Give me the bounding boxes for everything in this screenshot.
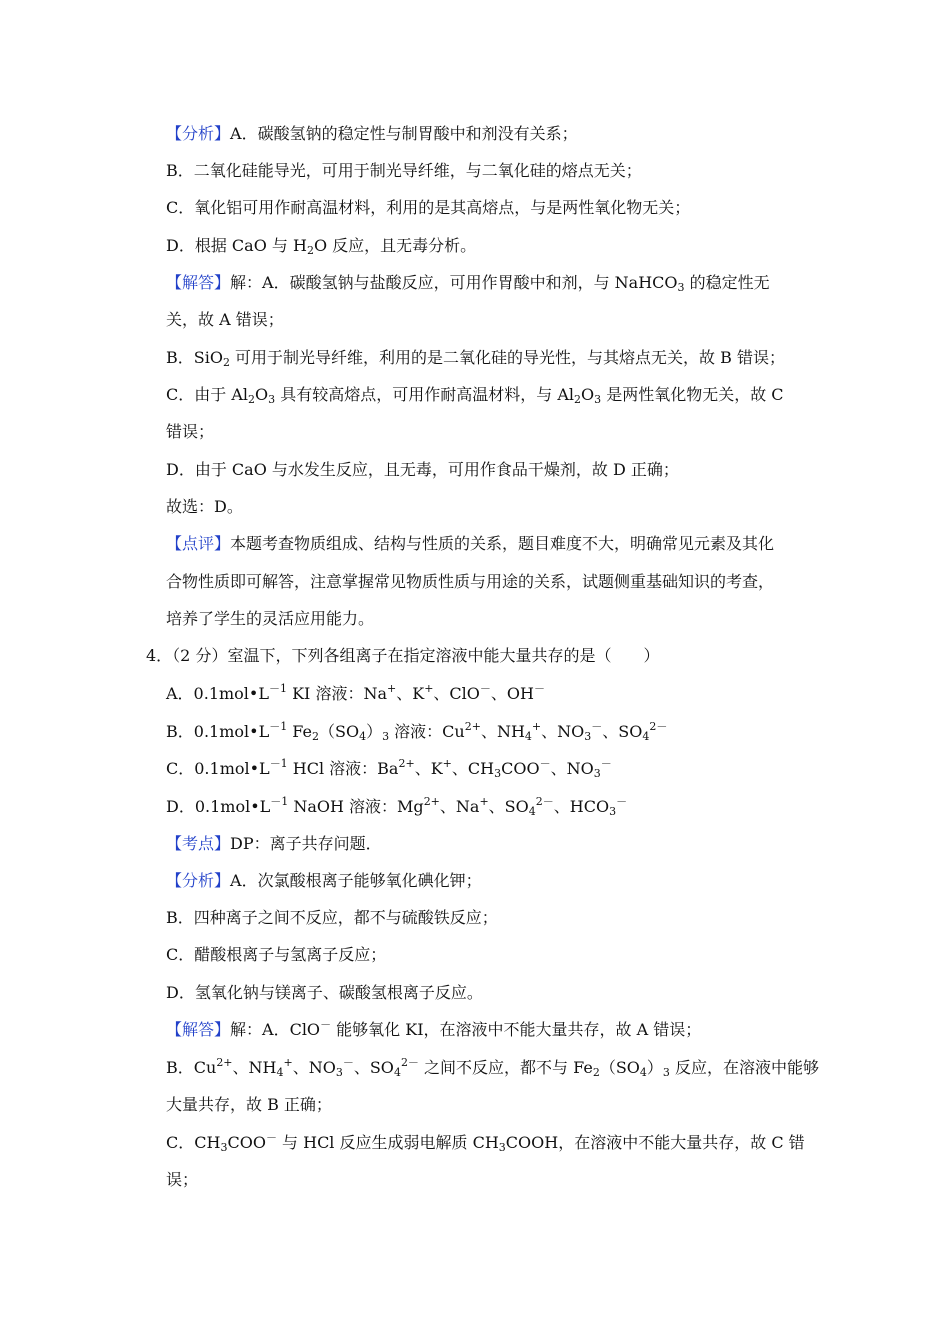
q4-answer-line-5: 误； <box>166 1170 199 1189</box>
analysis-line-3: C．氧化铝可用作耐高温材料，利用的是其高熔点，与是两性氧化物无关； <box>166 198 691 217</box>
tag-answer-2: 【解答】 <box>166 1020 231 1039</box>
analysis-line-1: 【分析】A．碳酸氢钠的稳定性与制胃酸中和剂没有关系； <box>166 124 578 143</box>
answer-line-2: 关，故 A 错误； <box>166 310 284 329</box>
question-4-option-d: D．$0.1mol•L^{-1}$ NaOH 溶液：$Mg^{2+}$、Na+、$SO_4^{2-}$、$HCO_3^-$ <box>166 795 628 818</box>
answer-line-4: C．由于 $Al_2O_3$ 具有较高熔点，可用作耐高温材料，与 $Al_2O_3$ 是两性氧化物无关，故 C <box>166 385 784 406</box>
q4-answer-line-2: B．$Cu^{2+}$、$NH_4^+$、$NO_3^-$、$SO_4^{2-}$ 之间不反应，都不与 $Fe_2(SO_4)_3$ 反应，在溶液中能够 <box>166 1056 820 1079</box>
tag-analysis-2: 【分析】 <box>166 871 231 890</box>
q4-analysis-line-2: B．四种离子之间不反应，都不与硫酸铁反应； <box>166 908 498 927</box>
comment-line-3: 培养了学生的灵活应用能力。 <box>166 609 375 628</box>
analysis-line-2: B．二氧化硅能导光，可用于制光导纤维，与二氧化硅的熔点无关； <box>166 161 642 180</box>
q4-analysis-line-4: D．氢氧化钠与镁离子、碳酸氢根离子反应。 <box>166 983 483 1002</box>
tag-analysis: 【分析】 <box>166 124 231 143</box>
tag-kaodian: 【考点】 <box>166 834 231 853</box>
q4-analysis-line-3: C．醋酸根离子与氢离子反应； <box>166 945 387 964</box>
comment-line-1: 【点评】本题考查物质组成、结构与性质的关系，题目难度不大，明确常见元素及其化 <box>166 534 775 553</box>
q4-answer-line-3: 大量共存，故 B 正确； <box>166 1095 332 1114</box>
question-4-stem: 4．（2 分）室温下，下列各组离子在指定溶液中能大量共存的是（ ） <box>146 646 660 665</box>
comment-line-2: 合物性质即可解答，注意掌握常见物质性质与用途的关系，试题侧重基础知识的考查， <box>166 572 775 591</box>
q4-answer-line-4: C．$CH_3COO^-$ 与 HCl 反应生成弱电解质 $CH_3COOH$，在溶液中不能大量共存，故 C 错 <box>166 1131 805 1154</box>
q4-answer-line-1: 【解答】解：A．ClO－ 能够氧化 KI，在溶液中不能大量共存，故 A 错误； <box>166 1018 702 1039</box>
answer-line-1: 【解答】解：A．碳酸氢钠与盐酸反应，可用作胃酸中和剂，与 NaHCO$_3$ 的稳定性无 <box>166 273 770 294</box>
question-4-option-b: B．$0.1mol•L^{-1}$ $Fe_2(SO_4)_3$ 溶液：$Cu^{2+}$、$NH_4^+$、$NO_3^-$、$SO_4^{2-}$ <box>166 720 668 743</box>
answer-line-5: 错误； <box>166 422 215 441</box>
answer-line-3: B．SiO$_2$ 可用于制光导纤维，利用的是二氧化硅的导光性，与其熔点无关，故 B 错误； <box>166 348 785 369</box>
tag-comment: 【点评】 <box>166 534 231 553</box>
analysis-line-4: D．根据 CaO 与 $H_2O$ 反应，且无毒分析。 <box>166 236 477 257</box>
q4-kaodian-line: 【考点】DP：离子共存问题． <box>166 834 382 853</box>
tag-answer: 【解答】 <box>166 273 231 292</box>
answer-line-7: 故选：D。 <box>166 497 243 516</box>
q4-analysis-line-1: 【分析】A．次氯酸根离子能够氧化碘化钾； <box>166 871 482 890</box>
question-4-option-c: C．$0.1mol•L^{-1}$ HCl 溶液：$Ba^{2+}$、K+、$CH_3COO^-$、$NO_3^-$ <box>166 757 612 780</box>
answer-line-6: D．由于 CaO 与水发生反应，且无毒，可用作食品干燥剂，故 D 正确； <box>166 460 679 479</box>
question-4-option-a: A．$0.1mol•L^{-1}$ KI 溶液：Na+、K+、ClO－、OH－ <box>166 682 545 703</box>
